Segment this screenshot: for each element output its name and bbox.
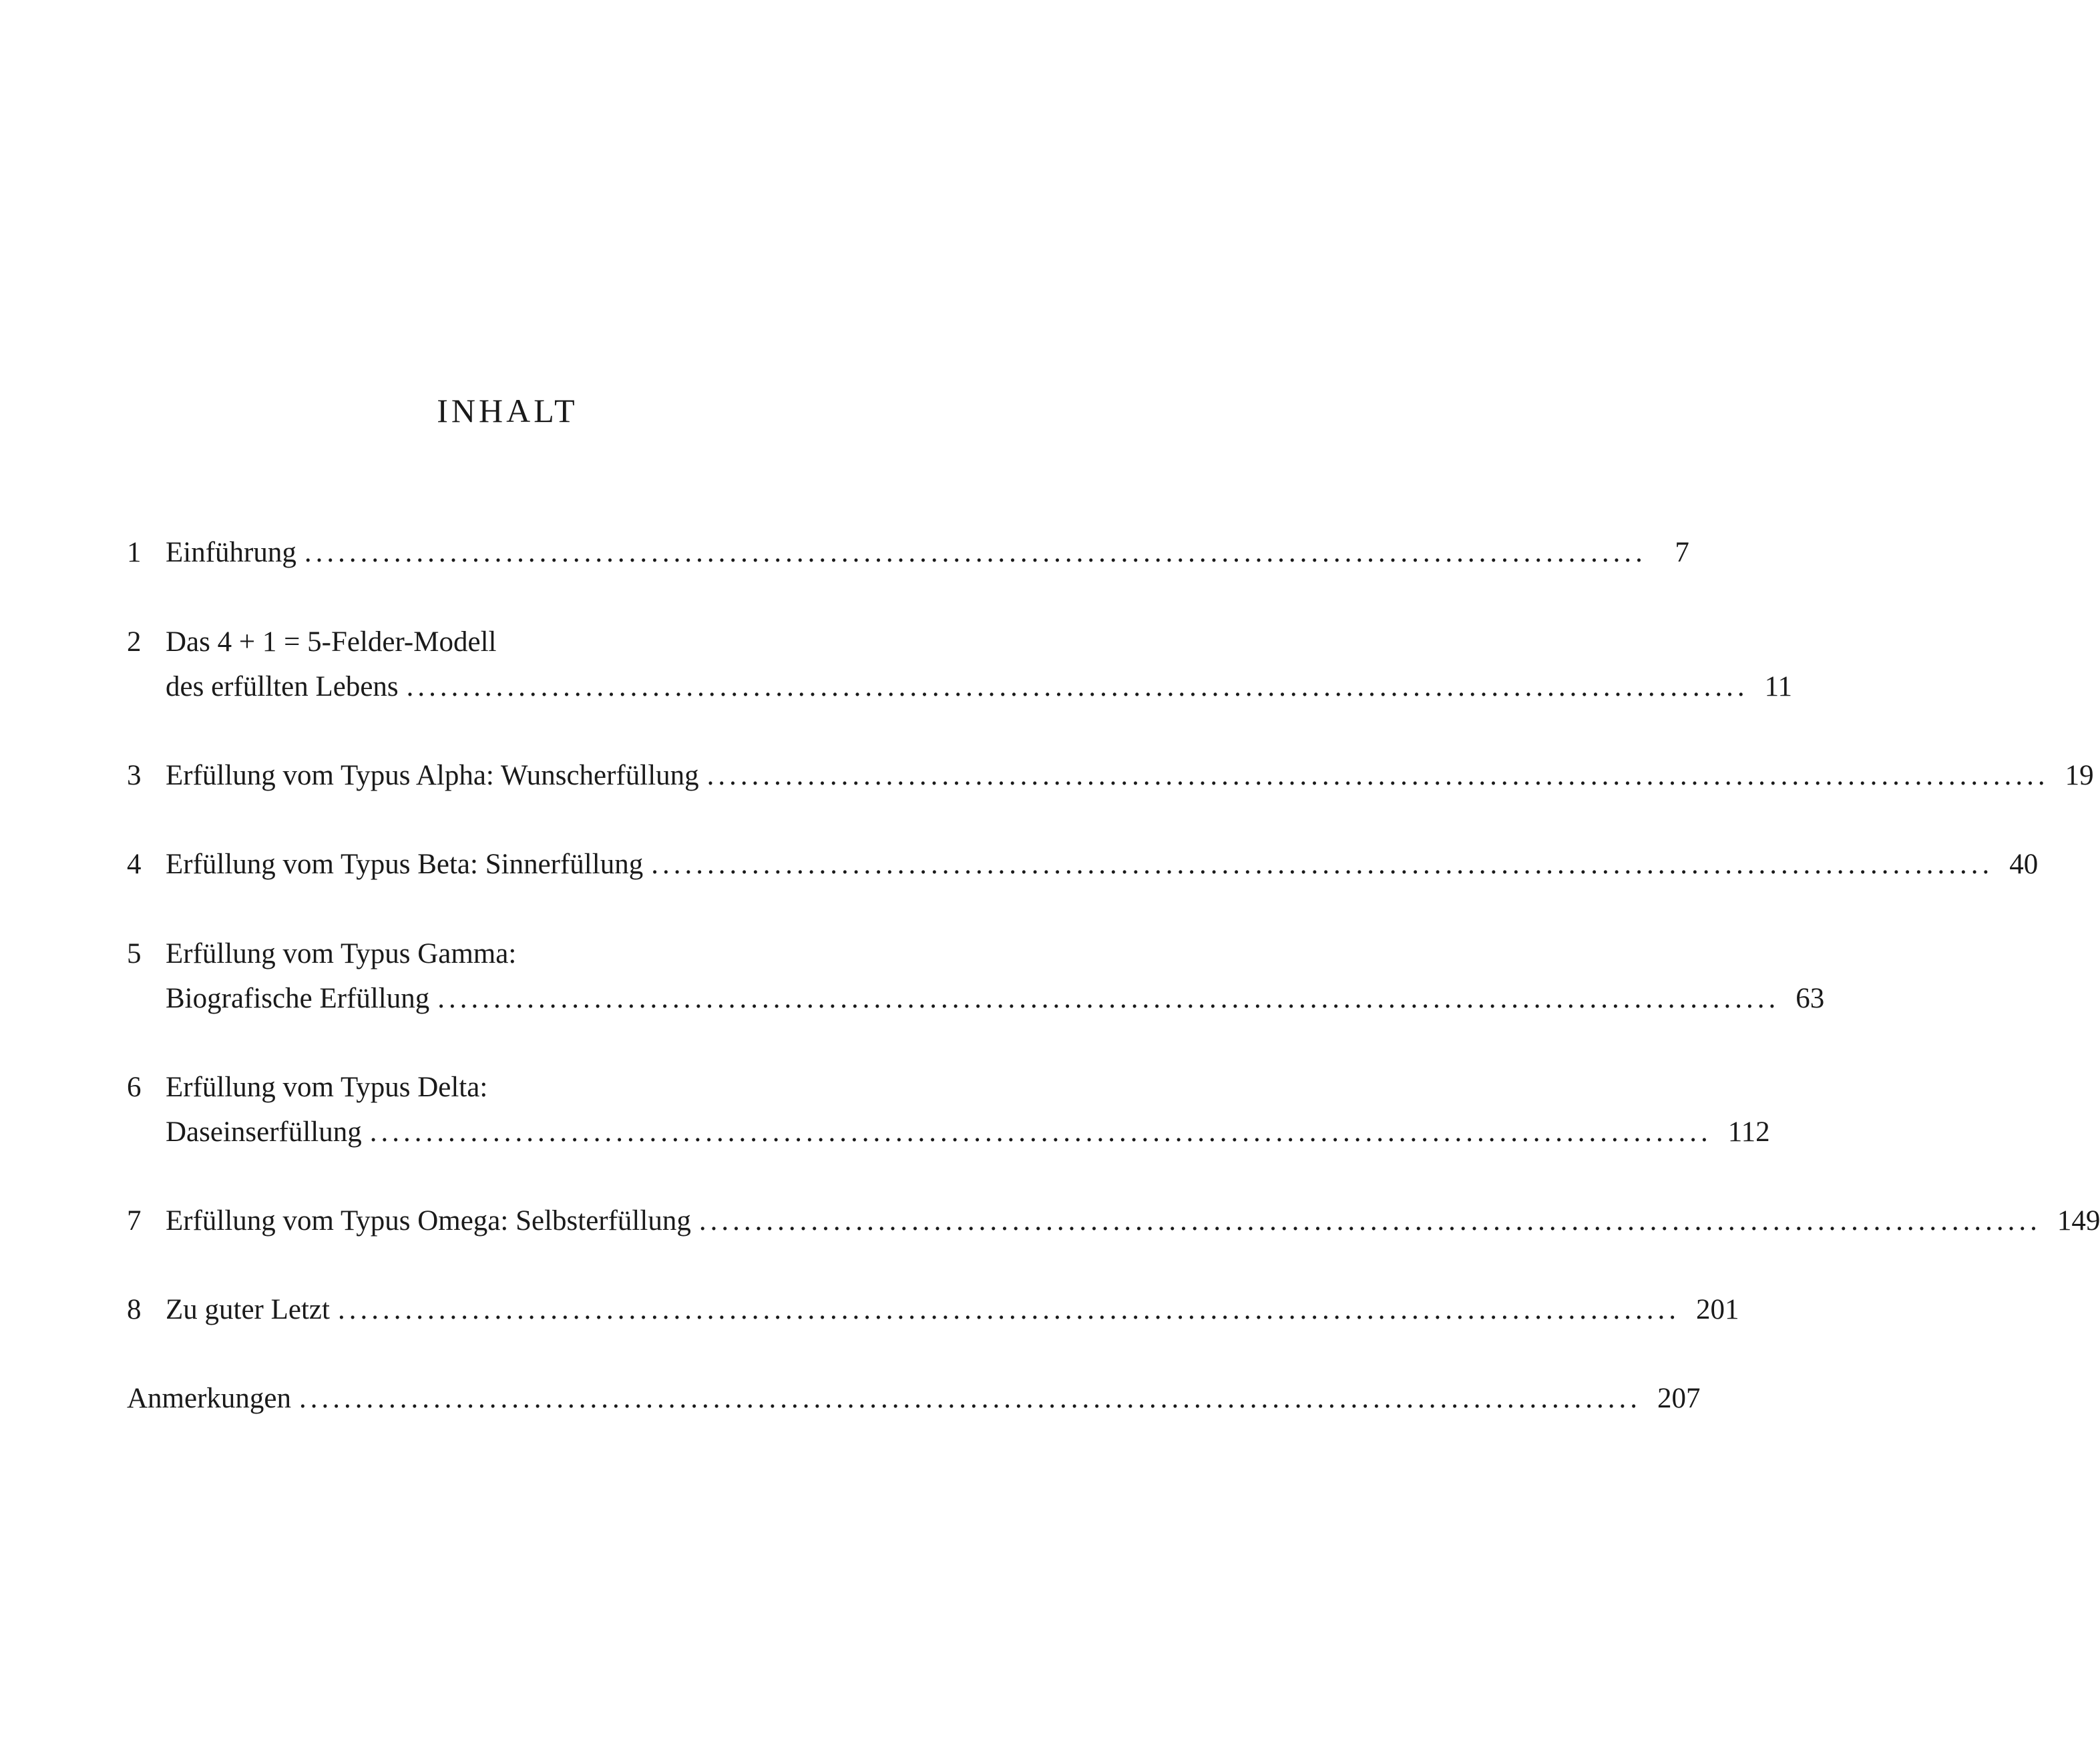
toc-entry-8[interactable] [127, 1289, 1739, 1331]
toc-title: INHALT [437, 392, 578, 429]
dot-leader: ........................................................................................................................ [369, 1116, 1712, 1148]
page-number: 19 [2065, 760, 2094, 791]
page-number: 149 [2057, 1205, 2100, 1237]
page-number: 11 [1764, 671, 1793, 702]
chapter-title: Einführung [166, 537, 296, 568]
page-number: 112 [1727, 1116, 1770, 1148]
chapter-title: Erfüllung vom Typus Alpha: Wunscherfüllung [166, 760, 699, 791]
toc-entry-2[interactable] [127, 666, 1793, 708]
toc-entry-notes[interactable] [127, 1378, 1701, 1419]
dot-leader: ........................................................................................................................ [299, 1383, 1641, 1414]
toc-entry-6-line-1[interactable] [127, 1067, 885, 1108]
chapter-number: 7 [127, 1205, 142, 1237]
dot-leader: ........................................................................................................................ [406, 671, 1749, 702]
toc-entry-7[interactable] [127, 1200, 2100, 1242]
page-number: 40 [2009, 849, 2039, 880]
chapter-number: 3 [127, 760, 142, 791]
toc-entry-1[interactable] [127, 532, 1689, 574]
chapter-title: Daseinserfüllung [166, 1116, 362, 1148]
table-of-contents [127, 0, 2100, 1752]
toc-entry-3[interactable] [127, 755, 2094, 797]
page-number: 207 [1657, 1383, 1701, 1414]
chapter-number: 4 [127, 849, 142, 880]
dot-leader: ........................................................................................................................ [337, 1294, 1680, 1325]
chapter-number: 2 [127, 626, 142, 658]
page-number: 63 [1796, 983, 1825, 1014]
chapter-title-line: Erfüllung vom Typus Gamma: [166, 938, 517, 969]
dot-leader: ........................................................................................................................ [706, 760, 2049, 791]
chapter-title: Zu guter Letzt [166, 1294, 330, 1325]
toc-entry-5[interactable] [127, 978, 1825, 1020]
chapter-number: 6 [127, 1072, 142, 1103]
dot-leader: ........................................................................................................................ [304, 537, 1647, 568]
page-number: 7 [1675, 537, 1689, 568]
chapter-title-line: Erfüllung vom Typus Delta: [166, 1072, 488, 1103]
toc-entry-6[interactable] [127, 1112, 1770, 1153]
chapter-title: Erfüllung vom Typus Beta: Sinnerfüllung [166, 849, 644, 880]
dot-leader: ........................................................................................................................ [651, 849, 1994, 880]
chapter-number: 5 [127, 938, 142, 969]
chapter-title: Erfüllung vom Typus Omega: Selbsterfüllung [166, 1205, 691, 1237]
chapter-title: Anmerkungen [127, 1383, 291, 1414]
chapter-title: des erfüllten Lebens [166, 671, 399, 702]
toc-entry-5-line-1[interactable] [127, 933, 885, 975]
chapter-title-line: Das 4 + 1 = 5-Felder-Modell [166, 626, 497, 658]
dot-leader: ........................................................................................................................ [437, 983, 1780, 1014]
chapter-number: 8 [127, 1294, 142, 1325]
dot-leader: ........................................................................................................................ [698, 1205, 2041, 1237]
chapter-number: 1 [127, 537, 142, 568]
chapter-title: Biografische Erfüllung [166, 983, 430, 1014]
toc-entry-2-line-1[interactable] [127, 622, 885, 663]
toc-entry-4[interactable] [127, 844, 2039, 885]
page-number: 201 [1695, 1294, 1739, 1325]
